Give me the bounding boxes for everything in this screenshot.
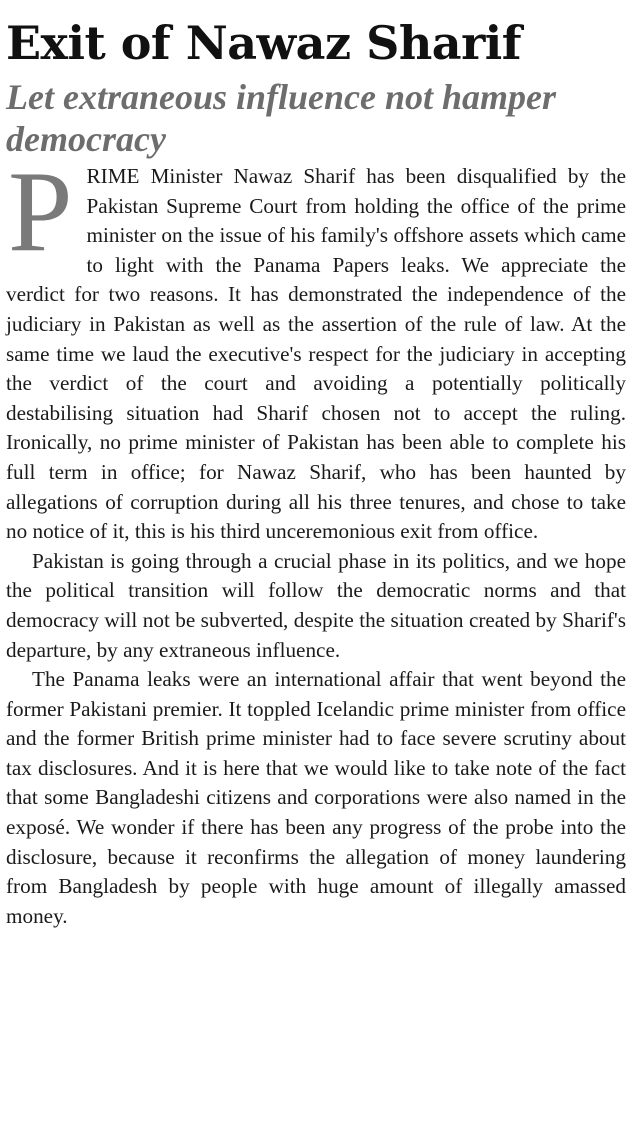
article-paragraph-3: The Panama leaks were an international affair that went beyond the former Pakistani premier. It toppled Icelandic prime minister from office and the former British prime minister had to face severe scrutiny about tax disclosures. And it is here that we would like to take note of the fact that some Bangladeshi citizens and corporations were also named in the exposé. We wonder if there has been any progress of the probe into the disclosure, because it reconfirms the allegation of money laundering from Bangladesh by people with huge amount of illegally amassed money. [6, 667, 626, 928]
editorial-article [6, 0, 626, 931]
article-body [6, 148, 626, 931]
article-subheadline: Let extraneous influence not hamper democracy [6, 77, 557, 159]
article-headline: Exit of Nawaz Sharif [6, 16, 522, 70]
drop-cap-letter: P [8, 148, 73, 276]
article-paragraph-2: Pakistan is going through a crucial phase in its politics, and we hope the political transition will follow the democratic norms and that democracy will not be subverted, despite the situation created by Sharif's departure, by any extraneous influence. [6, 548, 626, 662]
article-paragraph-1 [6, 148, 626, 547]
paragraph-1-text: RIME Minister Nawaz Sharif has been disqualified by the Pakistan Supreme Court from holding the office of the prime minister on the issue of his family's offshore assets which came to light with the Panama Papers leaks. We appreciate the verdict for two reasons. It has demonstrated the independence of the judiciary in Pakistan as well as the assertion of the rule of law. At the same time we laud the executive's respect for the judiciary in accepting the verdict of the court and avoiding a potentially politically destabilising situation had Sharif chosen not to accept the ruling. Ironically, no prime minister of Pakistan has been able to complete his full term in office; for Nawaz Sharif, who has been haunted by allegations of corruption during all his three tenures, and chose to take no notice of it, this is his third unceremonious exit from office. [6, 164, 626, 544]
